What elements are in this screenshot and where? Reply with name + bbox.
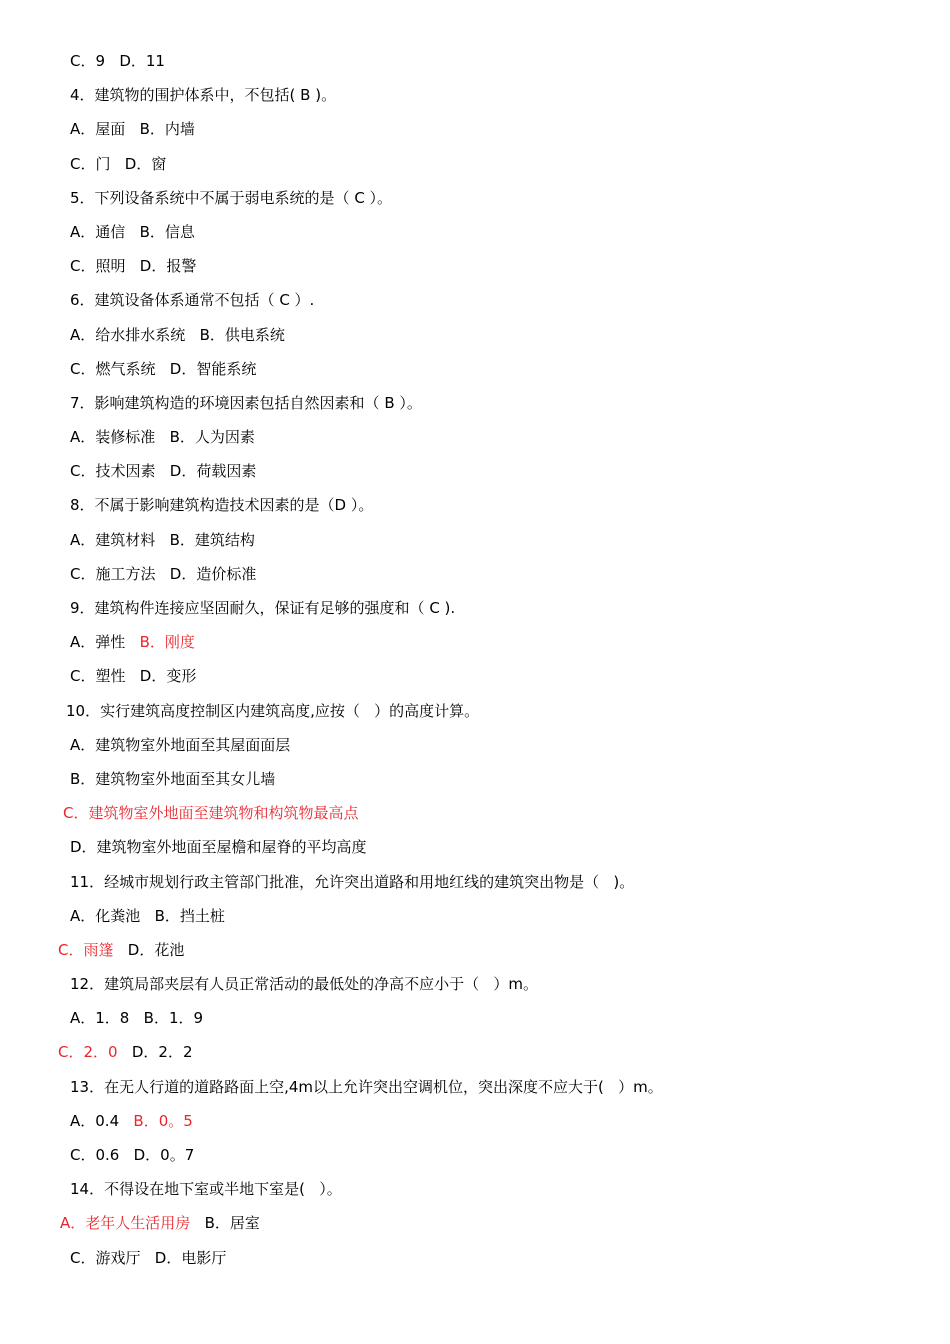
text-segment: A．给水排水系统 B．供电系统 [70,325,285,344]
text-line [0,249,950,283]
text-line [0,591,950,625]
text-line [0,1206,950,1240]
text-segment: A．建筑物室外地面至其屋面面层 [70,735,291,754]
text-segment: D．建筑物室外地面至屋檐和屋脊的平均高度 [70,838,367,857]
text-line [0,112,950,146]
text-line [0,865,950,899]
text-segment: A．化粪池 B．挡土桩 [70,906,225,925]
text-line [0,1104,950,1138]
text-line [0,283,950,317]
text-segment: 11．经城市规划行政主管部门批准，允许突出道路和用地红线的建筑突出物是（ )。 [70,872,635,891]
text-segment: D．2．2 [117,1043,193,1062]
text-line [0,215,950,249]
text-segment: 10．实行建筑高度控制区内建筑高度,应按（ ）的高度计算。 [66,701,480,720]
text-segment: A．屋面 B．内墙 [70,120,195,139]
text-segment: C．塑性 D．变形 [70,667,197,686]
text-line [0,625,950,659]
text-line [0,694,950,728]
text-segment: 12．建筑局部夹层有人员正常活动的最低处的净高不应小于（ ）m。 [70,975,539,994]
text-segment: 4．建筑物的围护体系中，不包括( B )。 [70,86,337,105]
text-line [0,1035,950,1069]
text-segment: A．建筑材料 B．建筑结构 [70,530,255,549]
text-segment: A．弹性 [70,633,140,652]
text-segment: 13．在无人行道的道路路面上空,4m以上允许突出空调机位，突出深度不应大于( ）m。 [70,1077,663,1096]
text-line [0,78,950,112]
text-segment: B．建筑物室外地面至其女儿墙 [70,769,276,788]
text-line [0,967,950,1001]
text-line [0,386,950,420]
text-segment: C．施工方法 D．造价标准 [70,564,257,583]
text-segment: B．居室 [190,1214,260,1233]
document-page [0,44,950,1275]
text-segment: C．游戏厅 D．电影厅 [70,1248,227,1267]
text-segment: A．装修标准 B．人为因素 [70,428,255,447]
text-line [0,659,950,693]
text-segment: C．照明 D．报警 [70,257,197,276]
answer-highlight: C．雨篷 [58,940,114,959]
text-line [0,44,950,78]
text-segment: 14．不得设在地下室或半地下室是( ）。 [70,1180,342,1199]
text-segment: A．0.4 [70,1111,134,1130]
text-line [0,830,950,864]
text-line [0,420,950,454]
text-line [0,1172,950,1206]
text-line [0,796,950,830]
text-line [0,899,950,933]
text-segment: 5．下列设备系统中不属于弱电系统的是（ C ）。 [70,188,393,207]
text-segment: C．燃气系统 D．智能系统 [70,359,257,378]
text-segment: 6．建筑设备体系通常不包括（ C ）. [70,291,315,310]
text-segment: D．花池 [113,940,185,959]
text-line [0,762,950,796]
text-line [0,147,950,181]
answer-highlight: A．老年人生活用房 [60,1214,191,1233]
text-line [0,1001,950,1035]
answer-highlight: C．2．0 [58,1043,118,1062]
text-segment: 7．影响建筑构造的环境因素包括自然因素和（ B ）。 [70,393,422,412]
text-line [0,352,950,386]
text-line [0,488,950,522]
text-segment: C．门 D．窗 [70,154,167,173]
text-line [0,318,950,352]
text-segment: A．1．8 B．1．9 [70,1009,204,1028]
text-line [0,1241,950,1275]
text-segment: C．0.6 D．0。7 [70,1146,195,1164]
text-segment: C．技术因素 D．荷载因素 [70,462,257,481]
text-segment: 8．不属于影响建筑构造技术因素的是（D ）。 [70,496,374,515]
text-line [0,1070,950,1104]
text-line [0,523,950,557]
answer-highlight: C．建筑物室外地面至建筑物和构筑物最高点 [63,804,359,823]
text-segment: 9．建筑构件连接应坚固耐久，保证有足够的强度和（ C ). [70,599,456,617]
text-segment: A．通信 B．信息 [70,222,195,241]
text-line [0,557,950,591]
answer-highlight: B．刚度 [139,633,195,652]
text-segment: C．9 D．11 [70,52,165,70]
text-line [0,181,950,215]
text-line [0,1138,950,1172]
text-line [0,454,950,488]
answer-highlight: B．0。5 [133,1111,193,1130]
text-line [0,933,950,967]
text-line [0,728,950,762]
